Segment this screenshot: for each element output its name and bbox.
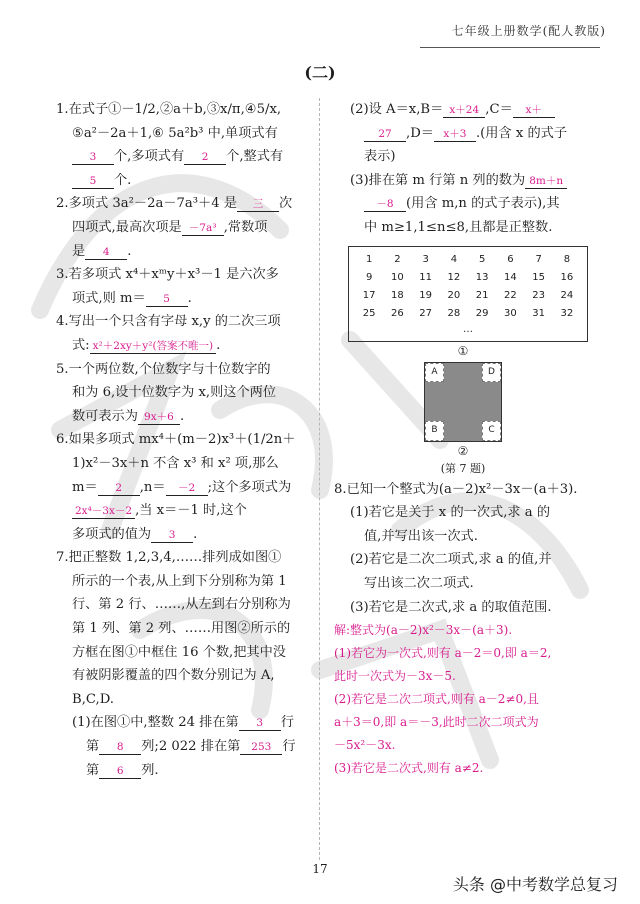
- answer-blank[interactable]: 2: [98, 481, 140, 496]
- header-rule: [420, 47, 600, 48]
- section-title: (二): [304, 63, 336, 82]
- shaded-cell: [463, 421, 482, 441]
- shaded-cell: [482, 382, 501, 402]
- solution-line: 解:整式为(a－2)x²－3x－(a＋3).: [334, 623, 513, 638]
- q8-line5: 写出该二次二项式.: [364, 575, 474, 591]
- grid-cell: 29: [475, 307, 489, 319]
- left-column: [56, 98, 308, 782]
- grid-cell: 30: [504, 307, 517, 319]
- q4-line2: 式: x²＋2xy＋y²(答案不唯一) .: [72, 337, 221, 353]
- q1-line1: 1.在式子①－1/2,②a＋b,③x/π,④5/x,: [56, 102, 282, 117]
- q2-line2: 四项式,最高次项是 －7a³ ,常数项: [72, 219, 268, 235]
- grid-cell: 20: [447, 289, 461, 301]
- source-watermark-text: 头条 @中考数学总复习: [452, 875, 618, 894]
- grid-cell: 7: [535, 253, 542, 265]
- q6-line1: 6.如果多项式 mx⁴＋(m－2)x³＋(1/2n＋: [56, 432, 296, 448]
- q7-3-line2: －8 (用含 m,n 的式子表示),其: [334, 192, 592, 216]
- fraction: 1/2: [134, 102, 156, 117]
- grid-row: [355, 269, 581, 287]
- corner-a: A: [425, 363, 444, 383]
- grid-cell: 26: [391, 307, 404, 319]
- q7-1-line2: 第 8 列;2 022 排在第 253 行: [86, 739, 296, 755]
- fraction: x/π: [220, 102, 241, 117]
- answer-blank[interactable]: x＋: [513, 103, 555, 118]
- grid-cell: 18: [391, 289, 404, 301]
- solution-line: (3)若它是二次式,则有 a≠2.: [334, 761, 484, 776]
- fraction: 1/2: [252, 432, 274, 448]
- q7-line5: 方框在图①中框住 16 个数,把其中没: [72, 644, 286, 660]
- solution-line: (1)若它为一次式,则有 a－2＝0,即 a＝2,: [334, 646, 552, 661]
- shaded-cell: [444, 363, 463, 383]
- fraction: 5/x: [256, 102, 277, 117]
- grid-row: [355, 251, 581, 269]
- q4-line1: 4.写出一个只含有字母 x,y 的二次三项: [56, 314, 281, 330]
- q7-2-line3: 表示): [364, 149, 396, 165]
- q6-line2: 1)x²－3x＋n 不含 x³ 和 x² 项,那么: [72, 455, 279, 471]
- q8-line3: 值,并写出该一次式.: [364, 528, 478, 544]
- answer-blank[interactable]: 2x⁴－3x－2: [72, 504, 135, 519]
- grid-cell: 23: [532, 289, 545, 301]
- grid-cell: 1: [365, 253, 373, 265]
- grid-cell: 28: [447, 307, 461, 319]
- grid-row: [355, 287, 581, 305]
- answer-blank[interactable]: 2: [184, 150, 226, 165]
- answer-blank[interactable]: 三: [237, 197, 279, 212]
- grid-cell: 8: [563, 253, 571, 265]
- q2-line3: 是 4 .: [72, 243, 132, 259]
- answer-blank[interactable]: 27: [364, 127, 406, 142]
- answer-blank[interactable]: 9x＋6: [138, 410, 180, 425]
- grid-ellipsis: …: [463, 323, 473, 335]
- shaded-cell: [444, 402, 463, 422]
- q7-line4: 第 1 列、第 2 列、……用图②所示的: [72, 621, 291, 637]
- page-number: 17: [312, 862, 328, 876]
- column-divider: [319, 98, 320, 860]
- solution-line: (2)若它是二次二项式,则有 a－2≠0,且: [334, 692, 539, 707]
- answer-blank[interactable]: 8: [99, 740, 141, 755]
- shaded-cell: [463, 382, 482, 402]
- shaded-cell: [425, 382, 444, 402]
- number-grid-figure-1: [348, 246, 588, 342]
- figure-2-label: ②: [457, 443, 469, 458]
- q5-line1: 5.一个两位数,个位数字与十位数字的: [56, 361, 271, 377]
- shaded-cell: [444, 382, 463, 402]
- grid-cell: 16: [560, 271, 574, 283]
- grid-cell: 24: [560, 289, 574, 301]
- q7-2-line1: (2)设 A＝x,B＝ x＋24 ,C＝ x＋: [334, 98, 592, 122]
- solution-line: 此时一次式为－3x－5.: [334, 669, 456, 684]
- q7-1-line3: 第 6 列.: [86, 762, 159, 778]
- answer-blank[interactable]: －8: [364, 197, 406, 212]
- grid-cell: 14: [504, 271, 517, 283]
- q3-line1: 3.若多项式 x⁴＋xᵐy＋x³－1 是六次多: [56, 267, 279, 283]
- figure-1-label: ①: [457, 343, 469, 358]
- grid-cell: 31: [532, 307, 545, 319]
- answer-blank[interactable]: 6: [99, 764, 141, 779]
- q7-line6: 有被阴影覆盖的四个数分别记为 A,: [72, 668, 275, 684]
- q1-line3: 3 个,多项式有 2 个,整式有: [56, 145, 308, 169]
- answer-blank[interactable]: －2: [166, 481, 208, 496]
- grid-cell: 17: [362, 289, 376, 301]
- q7-line3: 行、第 2 行、……,从左到右分别称为: [72, 597, 291, 613]
- answer-blank[interactable]: 3: [239, 716, 281, 731]
- corner-d: D: [482, 363, 501, 383]
- grid-cell: 2: [394, 253, 401, 265]
- q7-line1: 7.把正整数 1,2,3,4,……排列成如图①: [56, 550, 282, 566]
- q6-line3: m＝ 2 ,n＝ －2 ;这个多项式为: [72, 479, 292, 495]
- header-text: 七年级上册数学(配人教版): [451, 24, 606, 38]
- solution-line: a＋3＝0,即 a＝－3,此时二次二项式为: [334, 715, 539, 730]
- q2-line1: 2.多项式 3a²－2a－7a³＋4 是 三 次: [56, 196, 293, 212]
- q6-line5: 多项式的值为 3 .: [72, 526, 198, 542]
- q7-3-line1: (3)排在第 m 行第 n 列的数为 8m＋n: [334, 169, 592, 193]
- q7-2-line2: 27 ,D＝ x＋3 .(用含 x 的式子: [334, 122, 592, 146]
- q3-line2: 项式,则 m＝ 5 .: [72, 290, 192, 306]
- shaded-cell: [444, 421, 463, 441]
- q5-line2: 和为 6,设十位数字为 x,则这个两位: [72, 385, 277, 401]
- q7-line2: 所示的一个表,从上到下分别称为第 1: [72, 573, 287, 589]
- corner-b: B: [425, 421, 444, 441]
- right-column: [334, 98, 592, 780]
- q8-line4: (2)若它是二次二项式,求 a 的值,并: [350, 552, 552, 568]
- figure-caption: (第 7 题): [440, 461, 486, 475]
- grid-cell: 19: [419, 289, 432, 301]
- q6-line4: 2x⁴－3x－2 ,当 x＝－1 时,这个: [56, 499, 308, 523]
- answer-blank[interactable]: 3: [72, 150, 114, 165]
- grid-cell: 9: [365, 271, 373, 283]
- corner-c: C: [482, 421, 501, 441]
- grid-cell: 6: [507, 253, 514, 265]
- q7-line7: B,C,D.: [72, 691, 114, 707]
- answer-blank[interactable]: x＋3: [434, 127, 476, 142]
- answer-blank[interactable]: 5: [146, 292, 188, 307]
- shaded-cell: [463, 363, 482, 383]
- grid-cell: 21: [475, 289, 489, 301]
- grid-cell: 22: [504, 289, 517, 301]
- grid-cell: 32: [560, 307, 574, 319]
- q1-line4: 5 个.: [56, 169, 308, 193]
- grid-cell: 25: [362, 307, 376, 319]
- grid-cell: 15: [532, 271, 545, 283]
- grid-row: [355, 305, 581, 323]
- grid-cell: 10: [391, 271, 404, 283]
- answer-blank[interactable]: 8m＋n: [525, 174, 567, 189]
- answer-blank[interactable]: x＋24: [443, 103, 485, 118]
- answer-blank[interactable]: x²＋2xy＋y²(答案不唯一): [90, 339, 217, 354]
- grid-cell: 12: [447, 271, 461, 283]
- page-header: [0, 0, 640, 60]
- q8-line2: (1)若它是关于 x 的一次式,求 a 的: [350, 505, 551, 521]
- answer-blank[interactable]: 4: [85, 245, 127, 260]
- grid-cell: 5: [478, 253, 486, 265]
- solution-line: －5x²－3x.: [334, 738, 396, 753]
- grid-cell: 3: [422, 253, 429, 265]
- grid-cell: 13: [475, 271, 489, 283]
- grid-cell: 11: [419, 271, 432, 283]
- q7-3-line3: 中 m≥1,1≤n≤8,且都是正整数.: [364, 219, 553, 235]
- q1-line2: ⑤a²－2a＋1,⑥ 5a²b³ 中,单项式有: [72, 125, 278, 141]
- q7-1-line1: (1)在图①中,整数 24 排在第 3 行: [72, 715, 294, 731]
- grid-cell: 27: [419, 307, 432, 319]
- answer-blank[interactable]: －7a³: [182, 221, 224, 236]
- shaded-cell: [463, 402, 482, 422]
- number-grid: [355, 251, 581, 323]
- q8-line1: 8.已知一个整式为(a－2)x²－3x－(a＋3).: [334, 481, 578, 497]
- frame-figure-2: [424, 362, 502, 442]
- answer-blank[interactable]: 3: [151, 528, 193, 543]
- grid-cell: 4: [450, 253, 458, 265]
- answer-blank[interactable]: 253: [240, 740, 282, 755]
- q8-line6: (3)若它是二次式,求 a 的取值范围.: [350, 599, 552, 615]
- q5-line3: 数可表示为 9x＋6 .: [72, 408, 185, 424]
- answer-blank[interactable]: 5: [72, 174, 114, 189]
